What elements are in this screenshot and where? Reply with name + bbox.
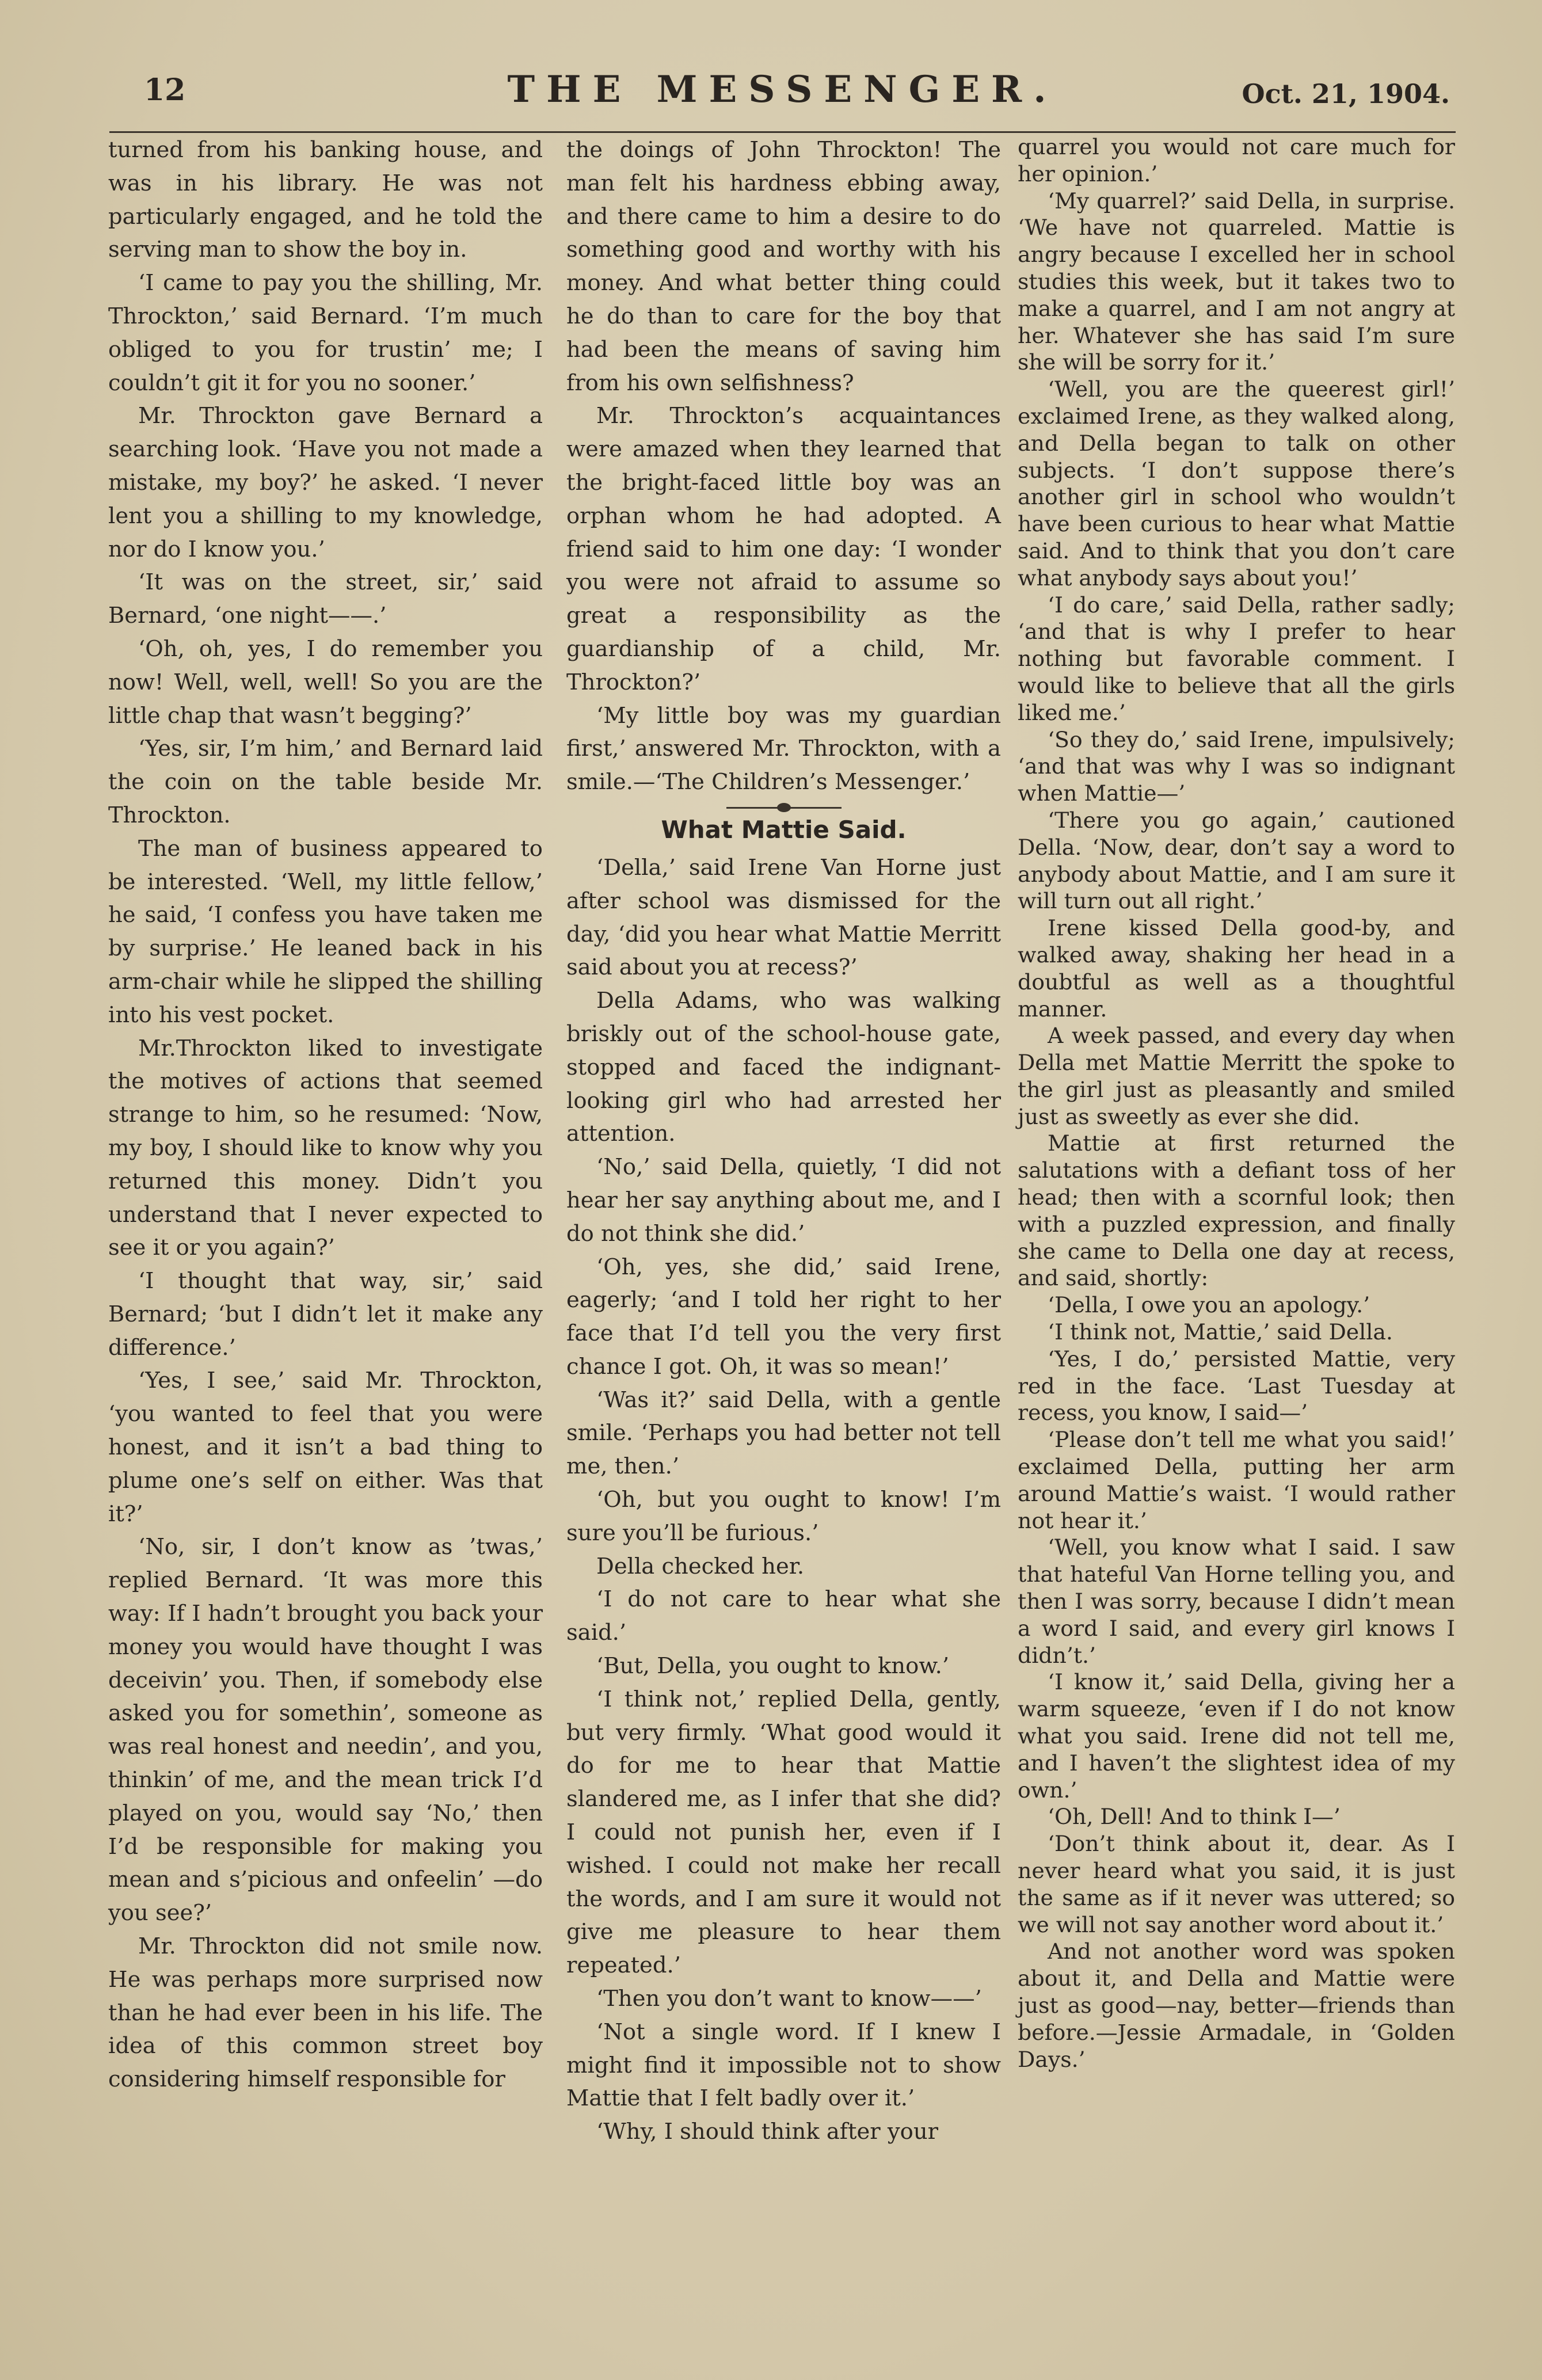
paragraph: ‘I came to pay you the shilling, Mr. Throckton,’ said Bernard. ‘I’m much obliged to you for trustin’ me; I couldn’t git it for you no sooner.’ — [108, 270, 543, 396]
paragraph: ‘No, sir, I don’t know as ’twas,’ replied Bernard. ‘It was more this way: If I hadn’t brought you back your money you would have thought I was deceivin’ you. Then, if somebody else asked you for somethin’, someone as was real honest and needin’, and you, thinkin’ of me, and the mean trick I’d played on you, would say ‘No,’ then I’d be responsible for making you mean and s’picious and onfeelin’ —do you see?’ — [108, 1534, 543, 1926]
paragraph: Irene kissed Della good-by, and walked away, shaking her head in a doubtful as well as a thoughtful manner. — [1018, 915, 1455, 1022]
paragraph: Mr.Throckton liked to investigate the motives of actions that seemed strange to him, so he resumed: ‘Now, my boy, I should like to know why you returned this money. Didn’t you understand that I never expected to see it or you again?’ — [108, 1035, 543, 1261]
page-number: 12 — [144, 73, 186, 108]
paragraph: ‘My little boy was my guardian first,’ answered Mr. Throckton, with a smile.—‘The Children’s Messenger.’ — [566, 702, 1001, 795]
paragraph: ‘Why, I should think after your — [596, 2119, 939, 2145]
paragraph: ‘I do not care to hear what she said.’ — [566, 1586, 1001, 1646]
paragraph: ‘I think not, Mattie,’ said Della. — [1048, 1319, 1393, 1345]
paragraph: A week passed, and every day when Della met Mattie Merritt the spoke to the girl just as pleasantly and smiled just as sweetly as ever she did. — [1018, 1023, 1455, 1129]
paragraph: turned from his banking house, and was in his library. He was not particularly engaged, and he told the serving man to show the boy in. — [108, 137, 543, 263]
paragraph: ‘So they do,’ said Irene, impulsively; ‘and that was why I was so indignant when Mattie—’ — [1018, 726, 1455, 806]
masthead-title: THE MESSENGER. — [507, 68, 1058, 111]
paragraph: ‘Oh, yes, she did,’ said Irene, eagerly; ‘and I told her right to her face that I’d tell you the very first chance I got. Oh, it was so mean!’ — [566, 1254, 1001, 1380]
paragraph: ‘Oh, but you ought to know! I’m sure you’ll be furious.’ — [566, 1487, 1001, 1546]
paragraph: ‘Yes, I see,’ said Mr. Throckton, ‘you wanted to feel that you were honest, and it isn’t a bad thing to plume one’s self on either. Was that it?’ — [108, 1368, 543, 1527]
column-1 — [108, 134, 543, 2265]
issue-date: Oct. 21, 1904. — [1242, 78, 1450, 109]
paragraph: Della Adams, who was walking briskly out of the school-house gate, stopped and faced the indignant-looking girl who had arrested her attention. — [566, 988, 1001, 1147]
paragraph: ‘Della,’ said Irene Van Horne just after school was dismissed for the day, ‘did you hear what Mattie Merritt said about you at recess?’ — [566, 854, 1001, 981]
story-title: What Mattie Said. — [661, 815, 907, 844]
paragraph: ‘Oh, Dell! And to think I—’ — [1048, 1804, 1341, 1830]
paragraph: Mr. Throckton did not smile now. He was perhaps more surprised now than he had ever been in his life. The idea of this common street boy considering himself responsible for — [108, 1933, 543, 2093]
paragraph: ‘It was on the street, sir,’ said Bernard, ‘one night——.’ — [108, 569, 543, 629]
paragraph: ‘My quarrel?’ said Della, in surprise. ‘We have not quarreled. Mattie is angry because I excelled her in school studies this week, but it takes two to make a quarrel, and I am not angry at her. Whatever she has said I’m sure she will be sorry for it.’ — [1018, 188, 1455, 375]
paragraph: ‘Della, I owe you an apology.’ — [1048, 1292, 1370, 1318]
paragraph: ‘Don’t think about it, dear. As I never heard what you said, it is just the same as if it never was uttered; so we will not say another word about it.’ — [1018, 1831, 1455, 1937]
paragraph: ‘Then you don’t want to know——’ — [596, 1986, 982, 2012]
paragraph: ‘I do care,’ said Della, rather sadly; ‘and that is why I prefer to hear nothing but favorable comment. I would like to believe that all the girls liked me.’ — [1018, 592, 1455, 725]
paragraph: ‘Yes, I do,’ persisted Mattie, very red in the face. ‘Last Tuesday at recess, you know, I said—’ — [1018, 1346, 1455, 1426]
paragraph: Della checked her. — [596, 1553, 805, 1579]
paragraph: ‘But, Della, you ought to know.’ — [596, 1653, 950, 1680]
paragraph: Mattie at first returned the salutations with a defiant toss of her head; then with a scornful look; then with a puzzled expression, and finally she came to Della one day at recess, and said, shortly: — [1018, 1130, 1455, 1291]
column-2 — [566, 134, 1001, 2265]
column-3 — [1018, 134, 1455, 2265]
section-divider — [726, 807, 842, 809]
paragraph: quarrel you would not care much for her opinion.’ — [1018, 134, 1455, 186]
paragraph: And not another word was spoken about it, and Della and Mattie were just as good—nay, better—friends than before.—Jessie Armadale, in ‘Golden Days.’ — [1018, 1939, 1455, 2072]
paragraph: ‘Was it?’ said Della, with a gentle smile. ‘Perhaps you had better not tell me, then.’ — [566, 1387, 1001, 1480]
page-header — [109, 68, 1456, 133]
paragraph: ‘Oh, oh, yes, I do remember you now! Well, well, well! So you are the little chap that wasn’t begging?’ — [108, 635, 543, 729]
paragraph: ‘I thought that way, sir,’ said Bernard; ‘but I didn’t let it make any difference.’ — [108, 1268, 543, 1361]
paragraph: Mr. Throckton gave Bernard a searching look. ‘Have you not made a mistake, my boy?’ he asked. ‘I never lent you a shilling to my knowledge, nor do I know you.’ — [108, 403, 543, 562]
paragraph: ‘Yes, sir, I’m him,’ and Bernard laid the coin on the table beside Mr. Throckton. — [108, 736, 543, 828]
paragraph: the doings of John Throckton! The man felt his hardness ebbing away, and there came to him a desire to do something good and worthy with his money. And what better thing could he do than to care for the boy that had been the means of saving him from his own selfishness? — [566, 137, 1001, 396]
paragraph: Mr. Throckton’s acquaintances were amazed when they learned that the bright-faced little boy was an orphan whom he had adopted. A friend said to him one day: ‘I wonder you were not afraid to assume so great a responsibility as the guardianship of a child, Mr. Throckton?’ — [566, 403, 1001, 695]
paragraph: ‘Well, you know what I said. I saw that hateful Van Horne telling you, and then I was sorry, because I didn’t mean a word I said, and every girl knows I didn’t.’ — [1018, 1534, 1455, 1668]
paragraph: The man of business appeared to be interested. ‘Well, my little fellow,’ he said, ‘I confess you have taken me by surprise.’ He leaned back in his arm-chair while he slipped the shilling into his vest pocket. — [108, 835, 543, 1028]
paragraph: ‘Not a single word. If I knew I might find it impossible not to show Mattie that I felt badly over it.’ — [566, 2019, 1001, 2112]
paragraph: ‘Well, you are the queerest girl!’ exclaimed Irene, as they walked along, and Della began to talk on other subjects. ‘I don’t suppose there’s another girl in school who wouldn’t have been curious to hear what Mattie said. And to think that you don’t care what anybody says about you!’ — [1018, 376, 1455, 591]
paragraph: ‘I know it,’ said Della, giving her a warm squeeze, ‘even if I do not know what you said. Irene did not tell me, and I haven’t the slightest idea of my own.’ — [1018, 1669, 1455, 1803]
paragraph: ‘No,’ said Della, quietly, ‘I did not hear her say anything about me, and I do not think she did.’ — [566, 1154, 1001, 1247]
paragraph: ‘There you go again,’ cautioned Della. ‘Now, dear, don’t say a word to anybody about Mattie, and I am sure it will turn out all right.’ — [1018, 807, 1455, 914]
paragraph: ‘Please don’t tell me what you said!’ exclaimed Della, putting her arm around Mattie’s waist. ‘I would rather not hear it.’ — [1018, 1427, 1455, 1533]
paragraph: ‘I think not,’ replied Della, gently, but very firmly. ‘What good would it do for me to hear that Mattie slandered me, as I infer that she did? I could not punish her, even if I wished. I could not make her recall the words, and I am sure it would not give me pleasure to hear them repeated.’ — [566, 1686, 1001, 1979]
